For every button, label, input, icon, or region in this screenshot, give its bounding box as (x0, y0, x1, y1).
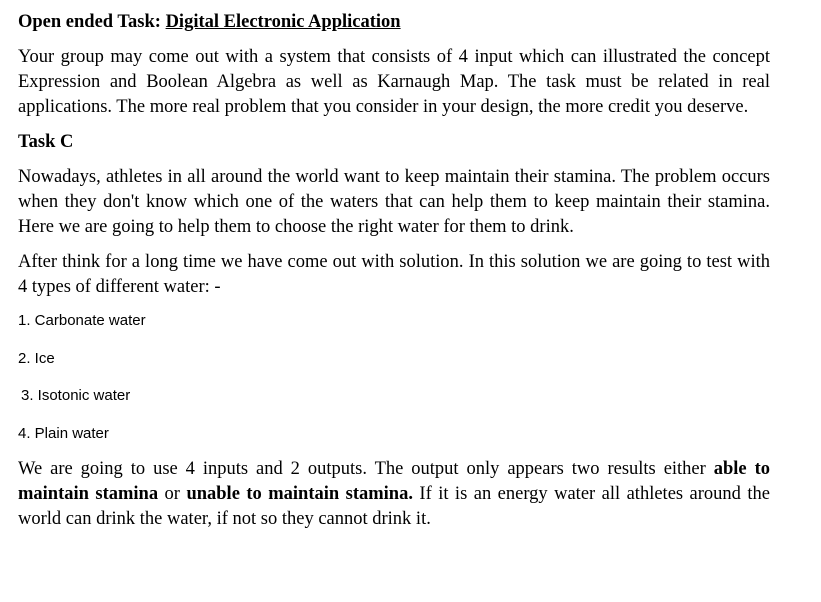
water-types-list (18, 302, 770, 453)
outputs-text-2: or (158, 483, 187, 504)
task-c-label: Task C (18, 132, 74, 152)
solution-paragraph: After think for a long time we have come out with solution. In this solution we are going to test with 4 types of different water: - (18, 252, 770, 297)
problem-paragraph: Nowadays, athletes in all around the world want to keep maintain their stamina. The problem occurs when they don't know which one of the waters that can help them to keep maintain their stamina. Here we are going to help them to choose the right water for them to drink. (18, 167, 770, 237)
task-heading-title: Digital Electronic Application (165, 12, 401, 32)
outputs-bold-able: able to maintain stamina (18, 458, 770, 504)
intro-paragraph: Your group may come out with a system that consists of 4 input which can illustrated the concept Expression and Boolean Algebra as well as Karnaugh Map. The task must be related in real applications. The more real problem that you consider in your design, the more credit you deserve. (18, 47, 770, 117)
outputs-text-3: If it is an energy water all athletes around the world can drink the water, if not so they cannot drink it. (18, 483, 770, 529)
list-item-plain-water: 4. Plain water (18, 424, 109, 442)
list-item-carbonate-water: 1. Carbonate water (18, 311, 146, 329)
outputs-text-1: We are going to use 4 inputs and 2 outputs. The output only appears two results either (18, 458, 714, 479)
task-heading-prefix: Open ended Task: (18, 12, 166, 32)
outputs-bold-unable: unable to maintain stamina. (186, 483, 413, 504)
task-heading (18, 10, 770, 35)
list-item-isotonic-water: 3. Isotonic water (21, 387, 131, 405)
document-page (18, 10, 770, 532)
list-item-ice: 2. Ice (18, 349, 55, 367)
outputs-paragraph (18, 457, 770, 532)
